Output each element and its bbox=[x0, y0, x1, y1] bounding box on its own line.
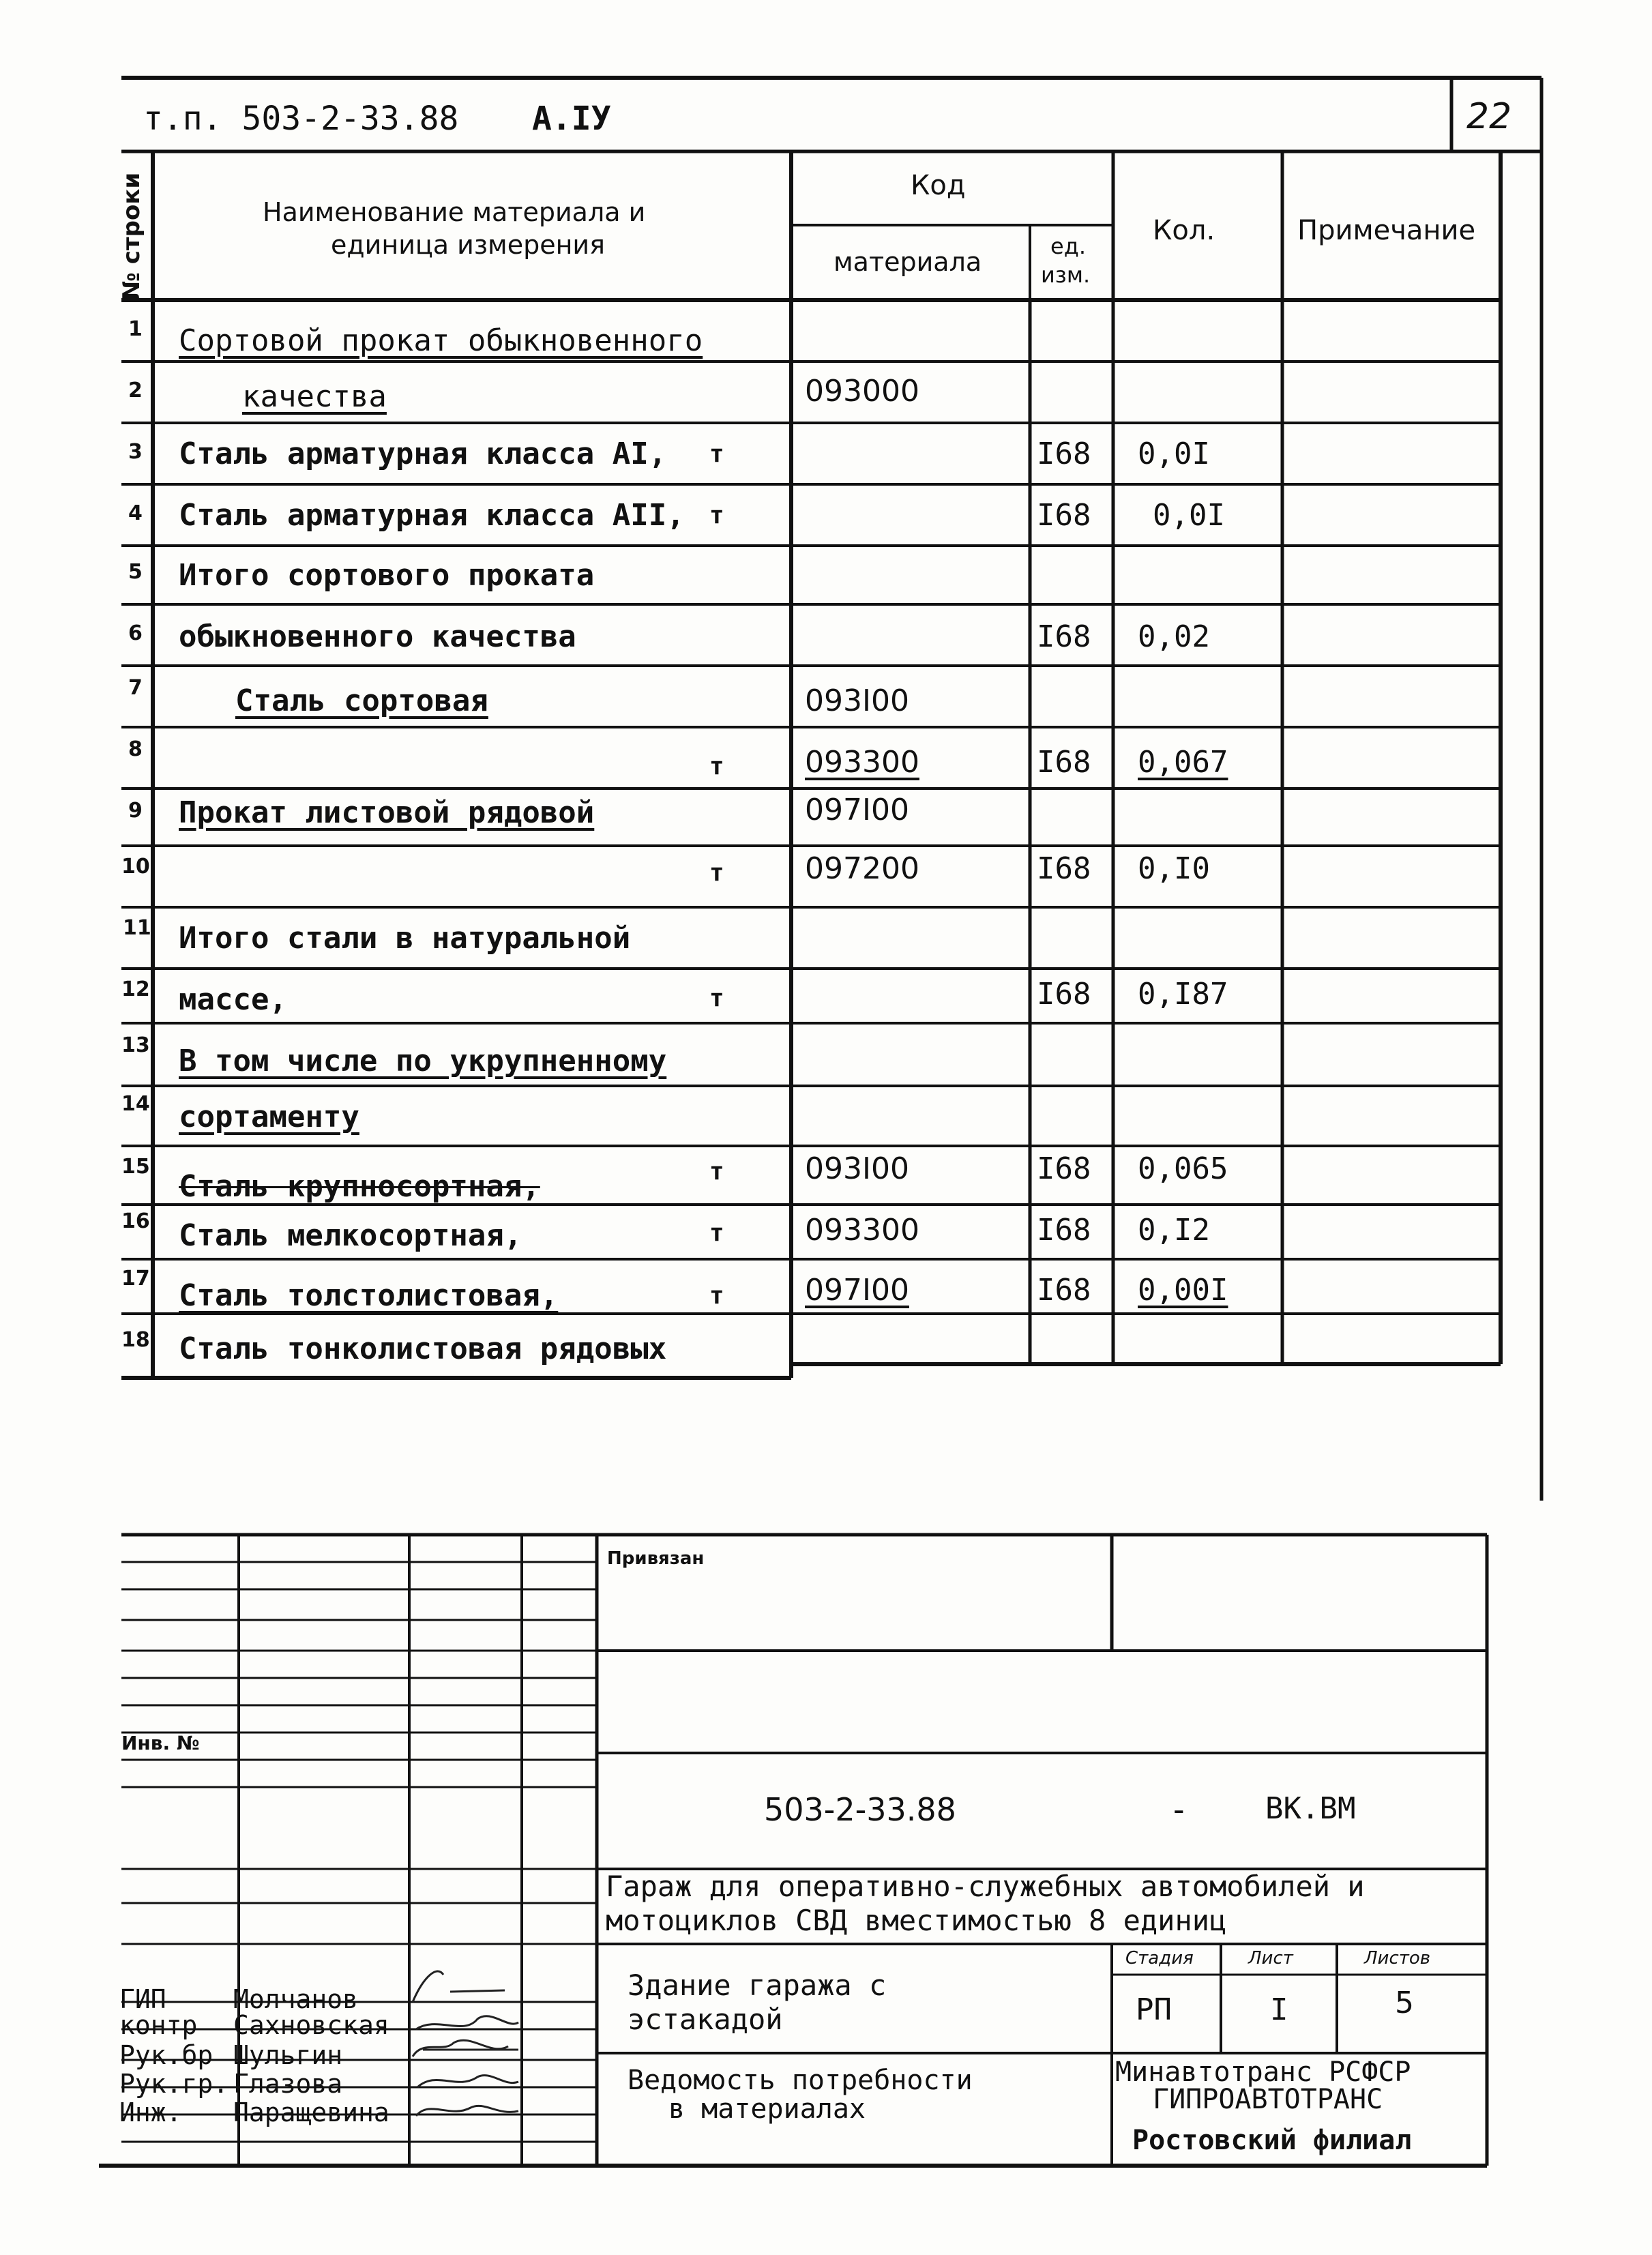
unit-mark: т bbox=[709, 859, 724, 887]
quantity-value: 0,I87 bbox=[1138, 977, 1228, 1012]
stage-value: РП bbox=[1136, 1992, 1172, 2027]
row-number: 8 bbox=[128, 737, 143, 761]
sheet-label: Лист bbox=[1248, 1948, 1293, 1969]
row-name: обыкновенного качества bbox=[179, 619, 576, 654]
sheet-title-line2: в материалах bbox=[668, 2093, 866, 2125]
quantity-value: 0,I0 bbox=[1138, 851, 1210, 886]
material-code: 097I00 bbox=[805, 793, 909, 827]
row-number: 11 bbox=[123, 916, 151, 940]
quantity-value: 0,065 bbox=[1138, 1151, 1228, 1186]
quantity-header: Кол. bbox=[1153, 215, 1215, 246]
designation-suffix: ВК.ВМ bbox=[1265, 1791, 1356, 1826]
signer-name: Глазова bbox=[233, 2069, 343, 2099]
unit-code: I68 bbox=[1037, 1151, 1091, 1186]
unit-mark: т bbox=[709, 752, 724, 780]
unit-mark: т bbox=[709, 1282, 724, 1310]
row-number: 13 bbox=[121, 1033, 150, 1057]
material-code: 097I00 bbox=[805, 1273, 909, 1308]
bound-label: Привязан bbox=[607, 1548, 705, 1569]
material-code: 093300 bbox=[805, 745, 919, 780]
quantity-value: 0,02 bbox=[1138, 619, 1210, 654]
signer-role: контр bbox=[119, 2010, 198, 2040]
row-name: Сталь сортовая bbox=[235, 683, 488, 718]
row-name: качества bbox=[242, 379, 387, 414]
album-number: А.IУ bbox=[532, 100, 611, 138]
material-header: материала bbox=[834, 247, 982, 277]
designation-dash: - bbox=[1173, 1791, 1185, 1828]
unit-code: I68 bbox=[1037, 977, 1091, 1012]
signer-role: Рук.бр bbox=[119, 2040, 213, 2070]
unit-mark: т bbox=[709, 501, 724, 529]
row-number: 18 bbox=[121, 1328, 150, 1352]
unit-mark: т bbox=[709, 440, 724, 468]
signer-name: Паращевина bbox=[233, 2097, 389, 2127]
quantity-value: 0,067 bbox=[1138, 745, 1228, 780]
signer-role: ГИП bbox=[119, 1984, 166, 2014]
org-line2: ГИПРОАВТОТРАНС bbox=[1153, 2084, 1383, 2115]
sheet-title-line1: Ведомость потребности bbox=[628, 2065, 973, 2096]
unit-code: I68 bbox=[1037, 1273, 1091, 1308]
row-number: 5 bbox=[128, 560, 143, 584]
signer-name: Сахновская bbox=[233, 2010, 389, 2040]
unit-code: I68 bbox=[1037, 437, 1091, 471]
quantity-value: 0,00I bbox=[1138, 1273, 1228, 1308]
page-number: 22 bbox=[1466, 96, 1512, 137]
row-number: 6 bbox=[128, 621, 143, 645]
row-name: Сталь толстолистовая, bbox=[179, 1278, 559, 1313]
sheets-label: Листов bbox=[1364, 1948, 1431, 1969]
row-name: массе, bbox=[179, 982, 287, 1017]
inventory-number-label: Инв. № bbox=[121, 1732, 200, 1754]
material-code: 093300 bbox=[805, 1213, 919, 1248]
sheet-value: I bbox=[1270, 1992, 1288, 2027]
signer-role: Рук.гр. bbox=[119, 2069, 229, 2099]
row-number: 16 bbox=[121, 1209, 150, 1233]
unit-header-line2: изм. bbox=[1041, 262, 1091, 288]
signature-molchanov bbox=[413, 1971, 505, 2002]
unit-code: I68 bbox=[1037, 851, 1091, 886]
row-name: Сталь крупносортная, bbox=[179, 1169, 540, 1204]
building-title-line2: эстакадой bbox=[628, 2003, 783, 2036]
unit-mark: т bbox=[709, 1219, 724, 1247]
stage-label: Стадия bbox=[1125, 1948, 1194, 1969]
row-name: Итого сортового проката bbox=[179, 558, 595, 593]
signer-name: Молчанов bbox=[233, 1984, 359, 2014]
signature-glazova bbox=[417, 2076, 518, 2087]
row-number: 17 bbox=[121, 1267, 150, 1291]
row-number: 10 bbox=[121, 855, 150, 879]
org-line1: Минавтотранс РСФСР bbox=[1115, 2057, 1411, 2088]
unit-code: I68 bbox=[1037, 745, 1091, 780]
unit-code: I68 bbox=[1037, 498, 1091, 533]
signature-sakhnovskaya bbox=[416, 2016, 518, 2029]
unit-mark: т bbox=[709, 984, 724, 1012]
material-code: 093000 bbox=[805, 374, 919, 409]
row-name: Прокат листовой рядовой bbox=[179, 795, 595, 830]
code-header: Код bbox=[911, 170, 966, 201]
doc-code: т.п. 503-2-33.88 bbox=[143, 100, 459, 138]
row-name: Сталь арматурная класса АII, bbox=[179, 498, 685, 533]
row-number-header: № строки bbox=[118, 172, 145, 300]
material-code: 093I00 bbox=[805, 683, 909, 718]
row-number: 7 bbox=[128, 676, 143, 700]
org-line3: Ростовский филиал bbox=[1132, 2125, 1412, 2156]
row-name: Итого стали в натуральной bbox=[179, 921, 631, 956]
row-number: 14 bbox=[121, 1092, 150, 1116]
sheets-value: 5 bbox=[1395, 1986, 1414, 2020]
row-name: В том числе по укрупненному bbox=[179, 1044, 667, 1078]
quantity-value: 0,0I bbox=[1153, 498, 1225, 533]
project-title-line1: Гараж для оперативно-служебных автомобилей и bbox=[606, 1870, 1365, 1903]
unit-code: I68 bbox=[1037, 619, 1091, 654]
name-header-line1: Наименование материала и bbox=[263, 197, 646, 227]
signer-role: Инж. bbox=[119, 2097, 182, 2127]
quantity-value: 0,I2 bbox=[1138, 1213, 1210, 1248]
unit-mark: т bbox=[709, 1158, 724, 1185]
name-header-line2: единица измерения bbox=[331, 230, 605, 260]
row-number: 2 bbox=[128, 379, 143, 402]
material-code: 093I00 bbox=[805, 1151, 909, 1186]
row-number: 9 bbox=[128, 799, 143, 823]
signature-parashchevina bbox=[416, 2106, 518, 2116]
row-name: Сортовой прокат обыкновенного bbox=[179, 323, 703, 358]
unit-code: I68 bbox=[1037, 1213, 1091, 1248]
row-name: Сталь тонколистовая рядовых bbox=[179, 1331, 667, 1366]
row-name: Сталь арматурная класса АI, bbox=[179, 437, 667, 471]
material-code: 097200 bbox=[805, 851, 919, 886]
quantity-value: 0,0I bbox=[1138, 437, 1210, 471]
project-title-line2: мотоциклов СВД вместимостью 8 единиц bbox=[606, 1904, 1227, 1937]
row-number: 1 bbox=[128, 317, 143, 341]
signature-shulgin bbox=[413, 2040, 518, 2057]
row-number: 12 bbox=[121, 977, 150, 1001]
signer-name: Шульгин bbox=[233, 2040, 343, 2070]
building-title-line1: Здание гаража с bbox=[628, 1969, 887, 2002]
note-header: Примечание bbox=[1297, 215, 1476, 246]
row-number: 3 bbox=[128, 440, 143, 464]
row-number: 4 bbox=[128, 501, 143, 525]
row-name: Сталь мелкосортная, bbox=[179, 1218, 522, 1253]
designation-code: 503-2-33.88 bbox=[764, 1791, 956, 1828]
row-name: сортаменту bbox=[179, 1100, 359, 1134]
row-number: 15 bbox=[121, 1155, 150, 1179]
unit-header-line1: ед. bbox=[1050, 233, 1086, 259]
